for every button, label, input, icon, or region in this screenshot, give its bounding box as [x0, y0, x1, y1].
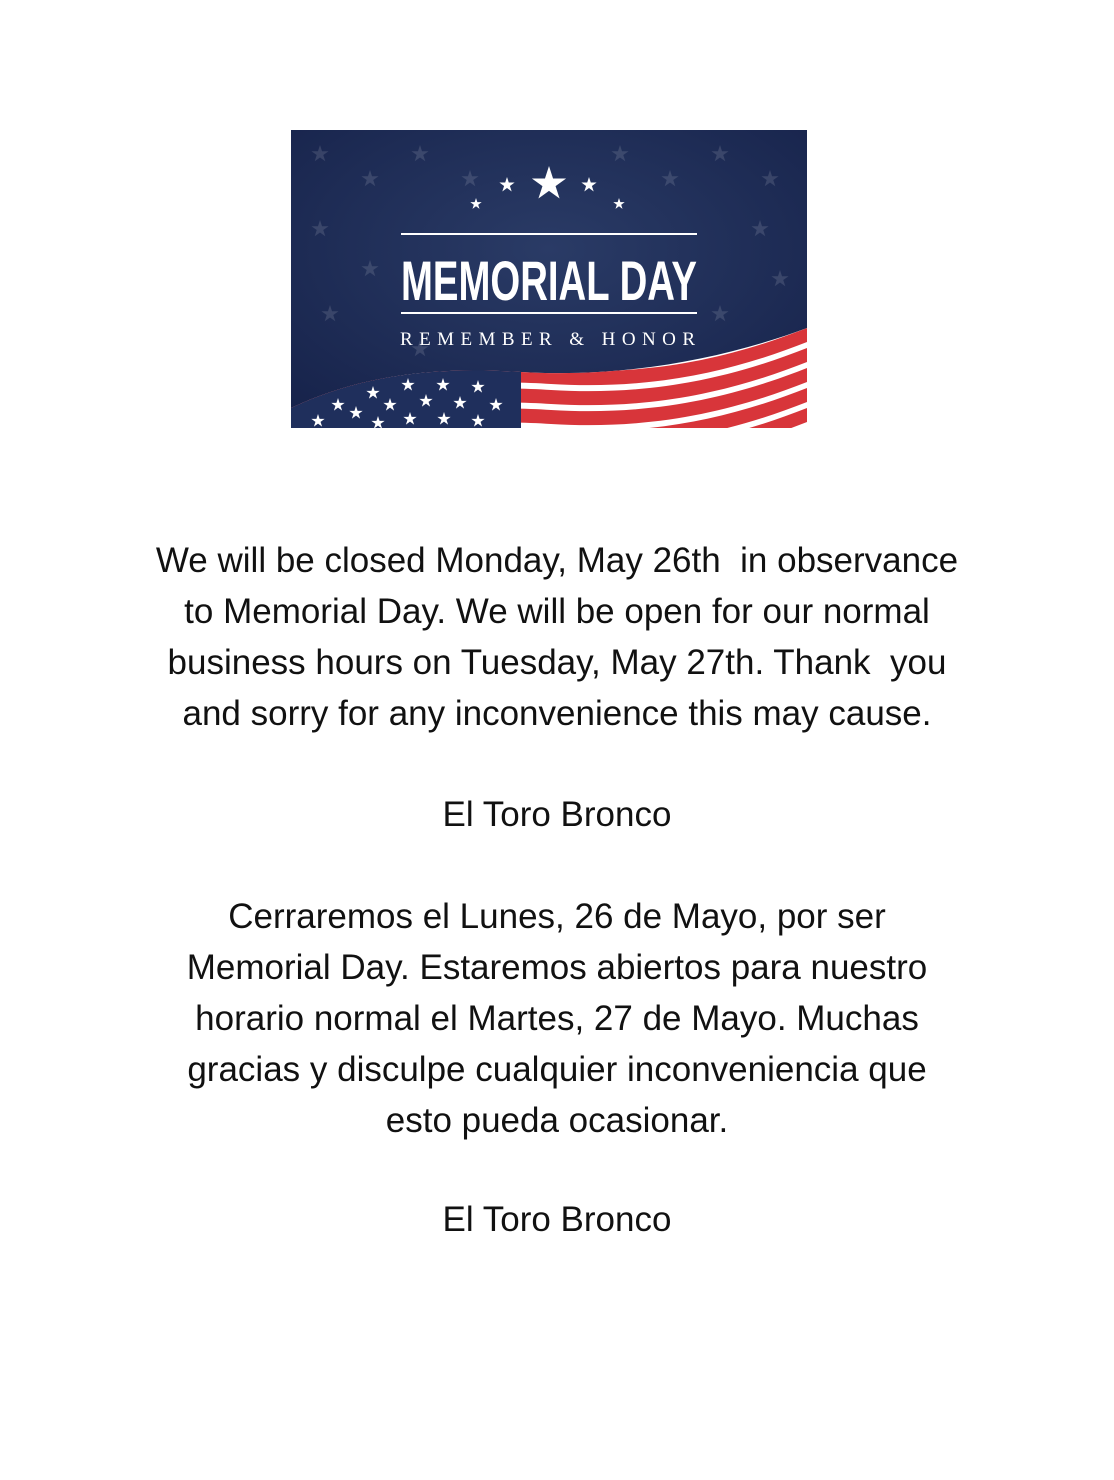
banner-title: MEMORIAL DAY — [401, 249, 697, 312]
memorial-day-banner — [291, 130, 807, 428]
notice-spanish-line: esto pueda ocasionar. — [385, 1101, 729, 1140]
notice-spanish — [0, 891, 1114, 1146]
memorial-day-graphic — [291, 130, 807, 428]
notice-english — [0, 535, 1114, 739]
banner-subtitle: REMEMBER & HONOR — [400, 329, 698, 350]
notice-spanish-line: gracias y disculpe cualquier inconveniencia que — [187, 1050, 927, 1089]
notice-spanish-line: Cerraremos el Lunes, 26 de Mayo, por ser — [228, 897, 886, 936]
notice-english-line: business hours on Tuesday, May 27th. Thank you — [167, 643, 947, 682]
notice-english-line: to Memorial Day. We will be open for our normal — [184, 592, 930, 631]
notice-english-line: and sorry for any inconvenience this may cause. — [182, 694, 932, 733]
signature-english: El Toro Bronco — [442, 795, 672, 834]
top-divider — [401, 233, 697, 235]
bottom-divider — [401, 312, 697, 314]
notice-spanish-line: horario normal el Martes, 27 de Mayo. Muchas — [195, 999, 919, 1038]
notice-spanish-line: Memorial Day. Estaremos abiertos para nuestro — [186, 948, 928, 987]
notice-english-line: We will be closed Monday, May 26th in observance — [155, 541, 959, 580]
signature-spanish: El Toro Bronco — [442, 1200, 672, 1239]
